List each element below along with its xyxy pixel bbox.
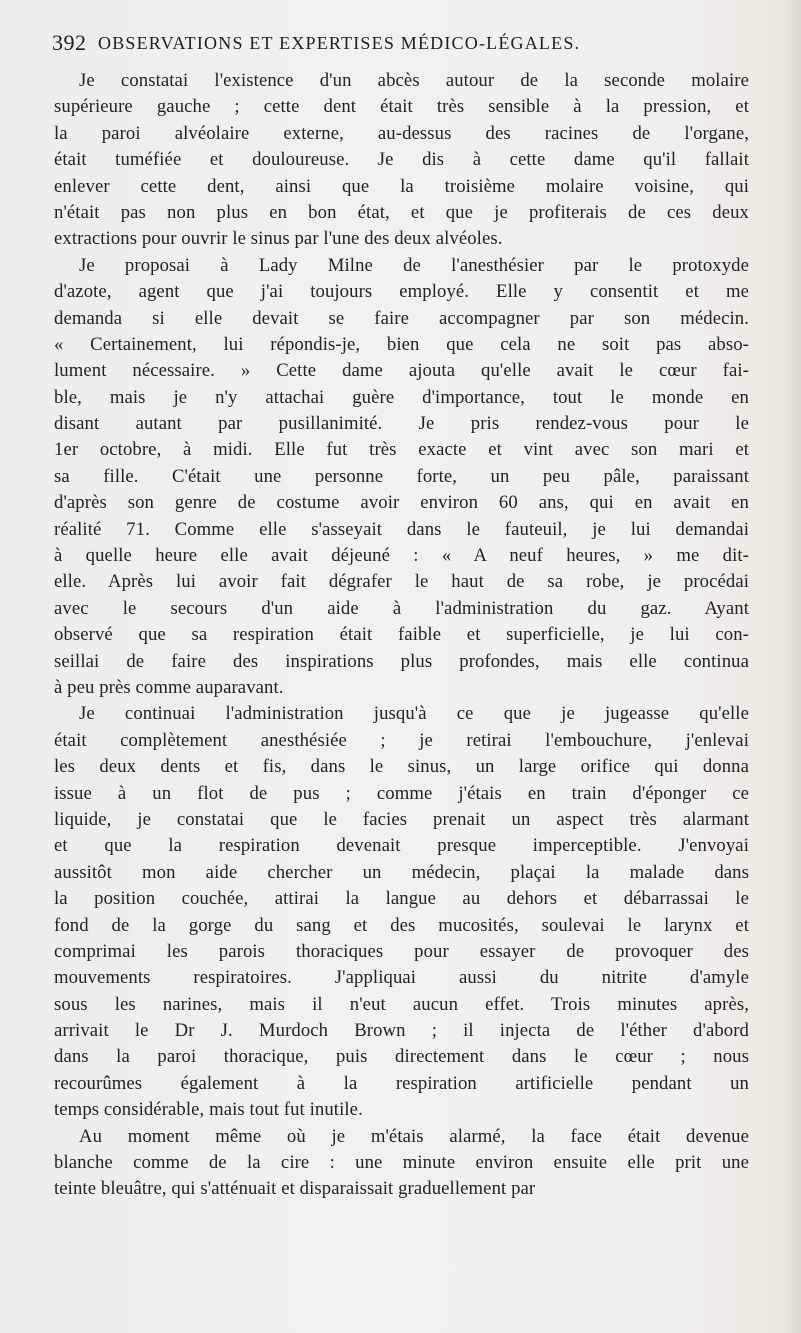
text-line: réalité 71. Comme elle s'asseyait dans le fauteuil, je lui demandai [54, 518, 749, 540]
text-line: comprimai les parois thoraciques pour essayer de provoquer des [54, 940, 749, 962]
text-line: blanche comme de la cire : une minute environ ensuite elle prit une [54, 1152, 749, 1174]
text-line: la position couchée, attirai la langue au dehors et débarrassai le [54, 888, 749, 910]
text-line: d'azote, agent que j'ai toujours employé. Elle y consentit et me [54, 281, 749, 303]
text-line: supérieure gauche ; cette dent était très sensible à la pression, et [54, 96, 749, 118]
text-line: avec le secours d'un aide à l'administration du gaz. Ayant [54, 597, 749, 619]
text-line: « Certainement, lui répondis-je, bien que cela ne soit pas abso- [54, 333, 749, 355]
text-line: lument nécessaire. » Cette dame ajouta qu'elle avait le cœur fai- [54, 360, 749, 382]
text-line: et que la respiration devenait presque imperceptible. J'envoyai [54, 835, 749, 857]
paragraph-1 [54, 68, 749, 253]
text-line: temps considérable, mais tout fut inutile. [54, 1099, 363, 1121]
text-line: recourûmes également à la respiration artificielle pendant un [54, 1072, 749, 1094]
text-line: Je continuai l'administration jusqu'à ce que je jugeasse qu'elle [79, 703, 749, 725]
text-line: disant autant par pusillanimité. Je pris rendez-vous pour le [54, 413, 749, 435]
page-number: 392 [52, 30, 87, 55]
text-line: n'était pas non plus en bon état, et que je profiterais de ces deux [54, 201, 749, 223]
text-line: la paroi alvéolaire externe, au-dessus des racines de l'organe, [54, 122, 749, 144]
text-line: ble, mais je n'y attachai guère d'importance, tout le monde en [54, 386, 749, 408]
text-line: demanda si elle devait se faire accompagner par son médecin. [54, 307, 749, 329]
text-line: sous les narines, mais il n'eut aucun effet. Trois minutes après, [54, 993, 749, 1015]
text-line: Je proposai à Lady Milne de l'anesthésier par le protoxyde [79, 254, 749, 276]
page-edge-shadow [783, 0, 801, 1333]
page-header [52, 30, 752, 60]
text-line: liquide, je constatai que le facies prenait un aspect très alarmant [54, 808, 749, 830]
text-line: d'après son genre de costume avoir environ 60 ans, qui en avait en [54, 492, 749, 514]
text-line: était tuméfiée et douloureuse. Je dis à cette dame qu'il fallait [54, 149, 749, 171]
text-line: observé que sa respiration était faible et superficielle, je lui con- [54, 624, 749, 646]
text-line: teinte bleuâtre, qui s'atténuait et disparaissait graduellement par [54, 1178, 536, 1200]
text-line: Je constatai l'existence d'un abcès autour de la seconde molaire [79, 70, 749, 91]
text-line: 1er octobre, à midi. Elle fut très exacte et vint avec son mari et [54, 439, 749, 461]
text-line: était complètement anesthésiée ; je retirai l'embouchure, j'enlevai [54, 729, 749, 751]
text-line: enlever cette dent, ainsi que la troisième molaire voisine, qui [54, 175, 749, 197]
text-line: à quelle heure elle avait déjeuné : « A neuf heures, » me dit- [54, 545, 749, 567]
text-line: issue à un flot de pus ; comme j'étais en train d'éponger ce [54, 782, 749, 804]
text-line: fond de la gorge du sang et des mucosités, soulevai le larynx et [54, 914, 749, 936]
text-line: extractions pour ouvrir le sinus par l'une des deux alvéoles. [54, 228, 503, 250]
text-line: aussitôt mon aide chercher un médecin, plaçai la malade dans [54, 861, 749, 883]
text-line: les deux dents et fis, dans le sinus, un large orifice qui donna [54, 756, 749, 778]
text-line: mouvements respiratoires. J'appliquai aussi du nitrite d'amyle [54, 967, 749, 989]
text-line: Au moment même où je m'étais alarmé, la face était devenue [79, 1125, 749, 1147]
text-line: sa fille. C'était une personne forte, un peu pâle, paraissant [54, 465, 749, 487]
paragraph-3 [54, 701, 749, 1123]
text-line: dans la paroi thoracique, puis directement dans le cœur ; nous [54, 1046, 749, 1068]
text-line: à peu près comme auparavant. [54, 676, 284, 698]
text-line: elle. Après lui avoir fait dégrafer le haut de sa robe, je procédai [54, 571, 749, 593]
body-text [54, 68, 749, 1203]
running-title: OBSERVATIONS ET EXPERTISES MÉDICO-LÉGALES. [98, 33, 581, 53]
text-line: seillai de faire des inspirations plus profondes, mais elle continua [54, 650, 749, 672]
paragraph-2 [54, 253, 749, 702]
paragraph-4 [54, 1124, 749, 1203]
text-line: arrivait le Dr J. Murdoch Brown ; il injecta de l'éther d'abord [54, 1020, 749, 1042]
